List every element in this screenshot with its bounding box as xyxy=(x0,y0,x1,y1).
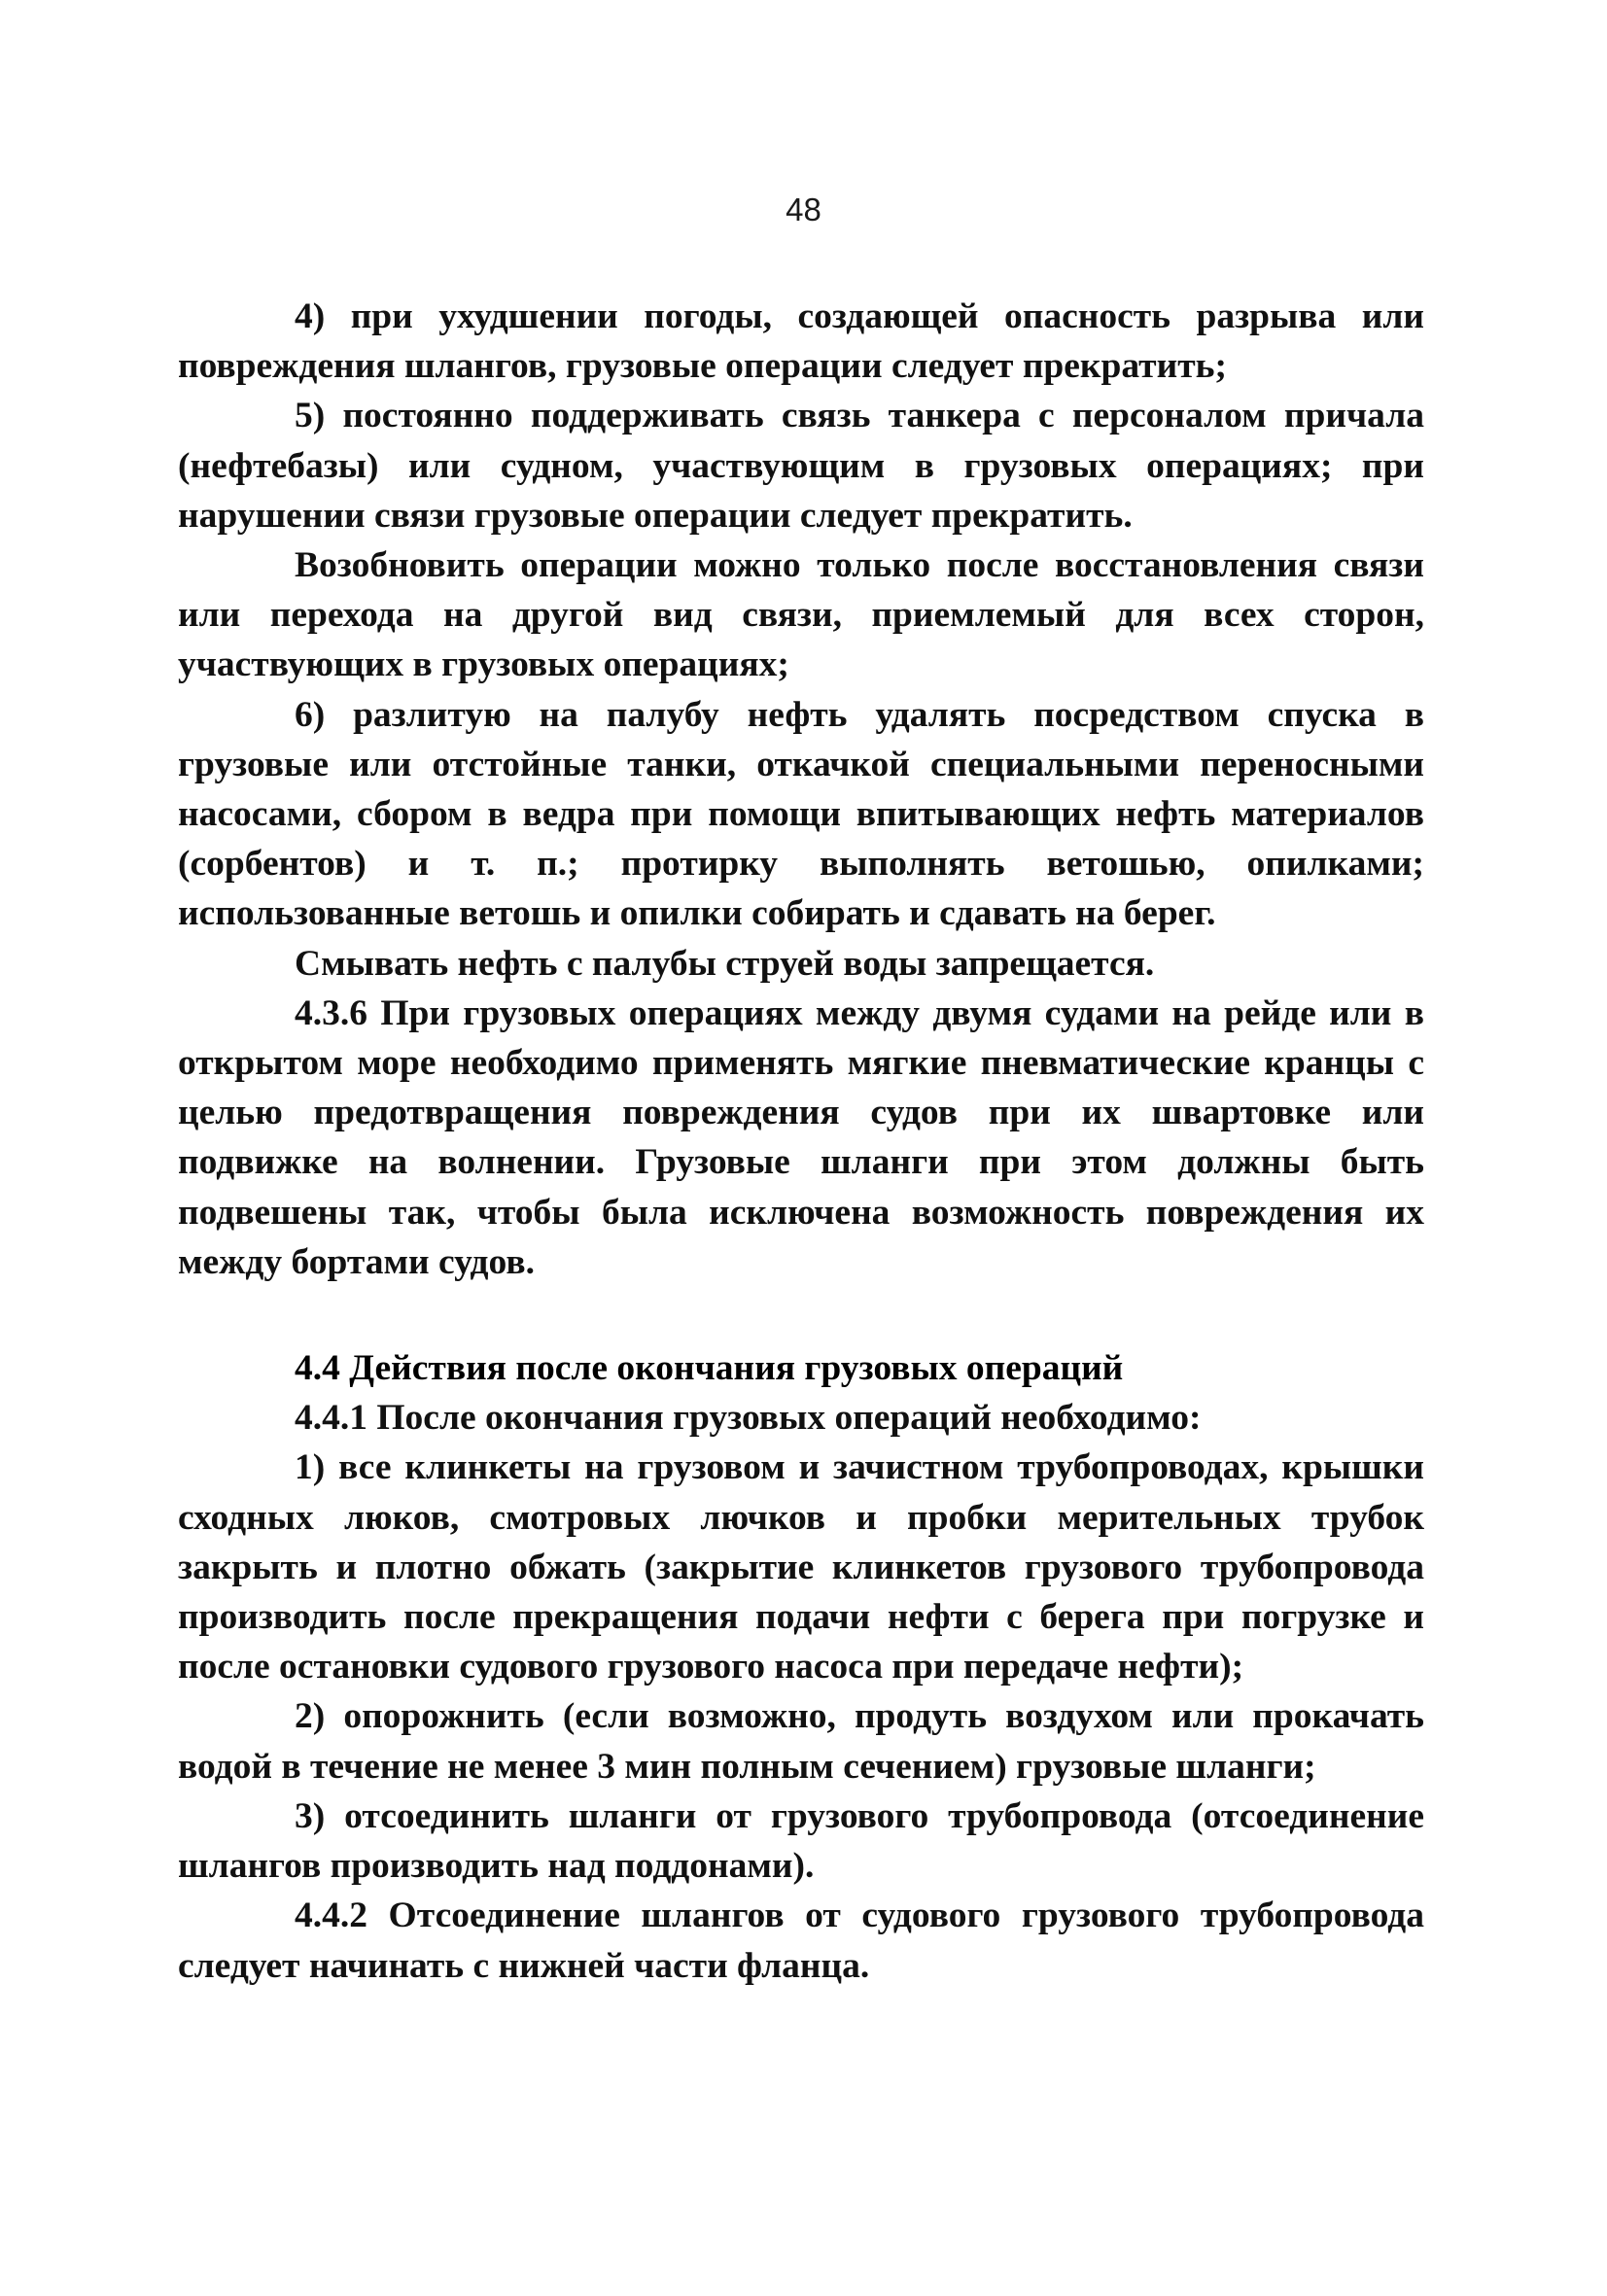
list-item-6-spilled-oil: 6) разлитую на палубу нефть удалять посредством спуска в грузовые или отстойные танки, откачкой специальными переносными насосами, сбором в ведра при помощи впитывающих нефть материалов (сорбентов) и т. п.; протирку выполнять ветошью, опилками; использованные ветошь и опилки собирать и сдавать на берег. xyxy=(178,694,1424,934)
section-heading-4-4: 4.4 Действия после окончания грузовых операций xyxy=(295,1348,1124,1389)
paragraph-resume-operations: Возобновить операции можно только после восстановления связи или перехода на другой вид связи, приемлемый для всех сторон, участвующих в грузовых операциях; xyxy=(178,545,1424,685)
list-item-3-disconnect-hoses: 3) отсоединить шланги от грузового трубопровода (отсоединение шлангов производить над поддонами). xyxy=(178,1795,1424,1887)
clause-4-4-2: 4.4.2 Отсоединение шлангов от судового грузового трубопровода следует начинать с нижней части фланца. xyxy=(178,1896,1424,1986)
list-item-2-empty-hoses: 2) опорожнить (если возможно, продуть воздухом или прокачать водой в течение не менее 3 мин полным сечением) грузовые шланги; xyxy=(178,1696,1424,1787)
clause-4-4-1: 4.4.1 После окончания грузовых операций необходимо: xyxy=(295,1398,1202,1439)
list-item-4-weather: 4) при ухудшении погоды, создающей опасность разрыва или повреждения шлангов, грузовые операции следует прекратить; xyxy=(178,296,1424,387)
page-number: 48 xyxy=(786,191,821,227)
list-item-1-valves: 1) все клинкеты на грузовом и зачистном трубопроводах, крышки сходных люков, смотровых лючков и пробки мерительных трубок закрыть и плотно обжать (закрытие клинкетов грузового трубопровода производить после прекращения подачи нефти с берега при погрузке и после остановки судового грузового насоса при передаче нефти); xyxy=(178,1447,1424,1687)
clause-4-3-6: 4.3.6 При грузовых операциях между двумя судами на рейде или в открытом море необходимо применять мягкие пневматические кранцы с целью предотвращения повреждения судов при их швартовке или подвижке на волнении. Грузовые шланги при этом должны быть подвешены так, чтобы была исключена возможность повреждения их между бортами судов. xyxy=(178,992,1424,1282)
paragraph-washing-prohibited: Смывать нефть с палубы струей воды запрещается. xyxy=(295,943,1155,984)
page-body xyxy=(178,292,1424,1991)
list-item-5-communication: 5) постоянно поддерживать связь танкера с персоналом причала (нефтебазы) или судном, участвующим в грузовых операциях; при нарушении связи грузовые операции следует прекратить. xyxy=(178,396,1424,536)
